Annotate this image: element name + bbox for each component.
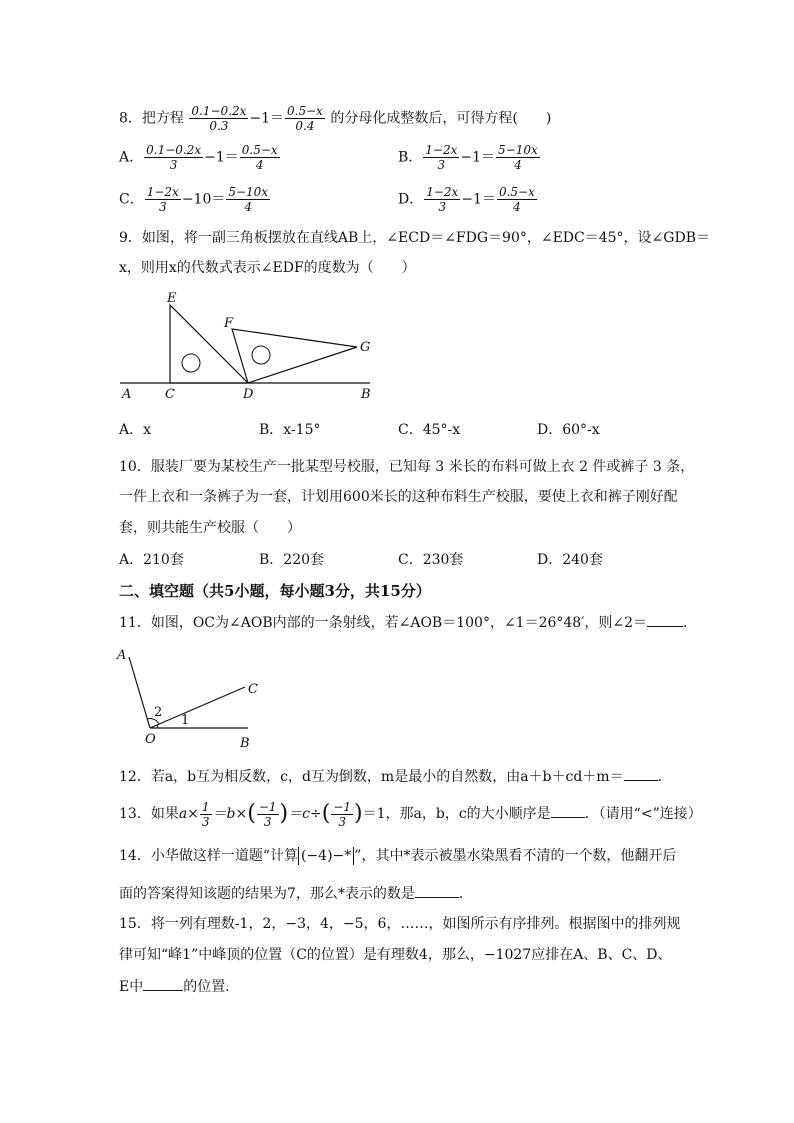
question-14-line2: 面的答案得知该题的结果为7，那么*表示的数是 ．: [119, 883, 473, 904]
q10-option-a: A．210套: [119, 552, 184, 568]
label-o: O: [145, 732, 156, 747]
q8-option-d: D． $\frac{1-2x}{3}$ −1＝ $\frac{0.5-x}{4}$: [398, 185, 535, 214]
q11-figure: [115, 645, 265, 755]
label-e: E: [167, 291, 177, 306]
question-14: 14．小华做这样一道题“计算 (−4)−* ”，其中*表示被墨水染黑看不清的一个数，他翻开后: [119, 848, 677, 864]
absolute-expression: (−4)−*: [298, 847, 354, 865]
q9-line1: 9．如图，将一副三角板摆放在直线AB上，∠ECD＝∠FDG＝90°，∠EDC＝45°，设∠GDB＝: [119, 230, 710, 246]
question-11: 11．如图，OC为∠AOB内部的一条射线，若∠AOB＝100°，∠1＝26°48′，则∠2＝ ．: [119, 612, 697, 633]
label-a: A: [117, 648, 127, 663]
ray-oc: [150, 687, 245, 728]
fraction: $\frac{0.5-x}{0.4}$: [287, 104, 323, 133]
q8-suffix: 的分母化成整数后，可得方程( ): [330, 110, 552, 127]
label-c: C: [248, 682, 258, 697]
answer-blank: [551, 803, 585, 818]
label-a: A: [122, 387, 132, 402]
triangle-fdg: [232, 329, 357, 383]
q15-line3: E中 的位置．: [119, 976, 239, 997]
ray-oa: [129, 657, 150, 728]
label-c: C: [165, 387, 175, 402]
label-f: F: [224, 316, 234, 331]
label-angle-2: 2: [154, 705, 163, 720]
q8-option-c: C． $\frac{1-2x}{3}$ −10＝ $\frac{5-10x}{4}$: [119, 185, 269, 214]
q10-option-d: D．240套: [537, 552, 603, 568]
q10-line2: 一件上衣和一条裤子为一套，计划用600米长的这种布料生产校服，要使上衣和裤子刚好配: [119, 489, 678, 505]
question-13: 13．如果a× $\frac{1}{3}$ ＝b×( $\frac{-1}{3}$ )＝c÷( $\frac{-1}{3}$ )＝1，那a，b，c的大小顺序是 ．（请用“<”连接）: [119, 799, 702, 829]
answer-blank: [415, 883, 459, 898]
label-d: D: [243, 387, 254, 402]
q10-line1: 10．服装厂要为某校生产一批某型号校服，已知每 3 米长的布料可做上衣 2 件或裤子 3 条，: [119, 459, 695, 475]
q8-option-a: A． $\frac{0.1-0.2x}{3}$ −1＝ $\frac{0.5-x}{4}$: [119, 143, 278, 172]
fraction: $\frac{0.1-0.2x}{0.3}$: [191, 104, 247, 133]
q8-prefix: 8．把方程: [119, 110, 184, 127]
answer-blank: [624, 766, 658, 781]
q9-line2: x，则用x的代数式表示∠EDF的度数为（ ）: [119, 260, 416, 276]
question-12: 12．若a，b互为相反数，c，d互为倒数，m是最小的自然数，由a＋b＋cd＋m＝ ．: [119, 766, 672, 787]
q15-line1: 15．将一列有理数-1，2，−3，4，−5，6，……，如图所示有序排列。根据图中的排列规: [119, 916, 681, 932]
section-heading: 二、填空题（共5小题，每小题3分，共15分）: [119, 582, 431, 600]
q9-option-d: D．60°-x: [537, 422, 600, 438]
q10-option-b: B．220套: [259, 552, 325, 568]
label-b: B: [361, 387, 371, 402]
answer-blank: [647, 612, 683, 627]
q9-option-c: C．45°-x: [398, 422, 461, 438]
q15-line2: 律可知“峰1”中峰顶的位置（C的位置）是有理数4，那么，−1027应排在A、B、C、D、: [119, 947, 672, 963]
q9-option-a: A．x: [119, 422, 152, 438]
q9-option-b: B．x-15°: [259, 422, 321, 438]
label-angle-1: 1: [181, 713, 190, 728]
label-g: G: [360, 340, 371, 355]
q10-option-c: C．230套: [398, 552, 464, 568]
q9-figure: [115, 285, 380, 410]
label-b: B: [240, 736, 250, 751]
q10-line3: 套，则共能生产校服（ ）: [119, 520, 301, 536]
question-8: 8．把方程 $\frac{0.1-0.2x}{0.3}$ −1＝ $\frac{0.5-x}{0.4}$ 的分母化成整数后，可得方程( ): [119, 104, 552, 133]
answer-blank: [143, 976, 183, 991]
q8-option-b: B． $\frac{1-2x}{3}$ −1＝ $\frac{5-10x}{4}$: [398, 143, 538, 172]
